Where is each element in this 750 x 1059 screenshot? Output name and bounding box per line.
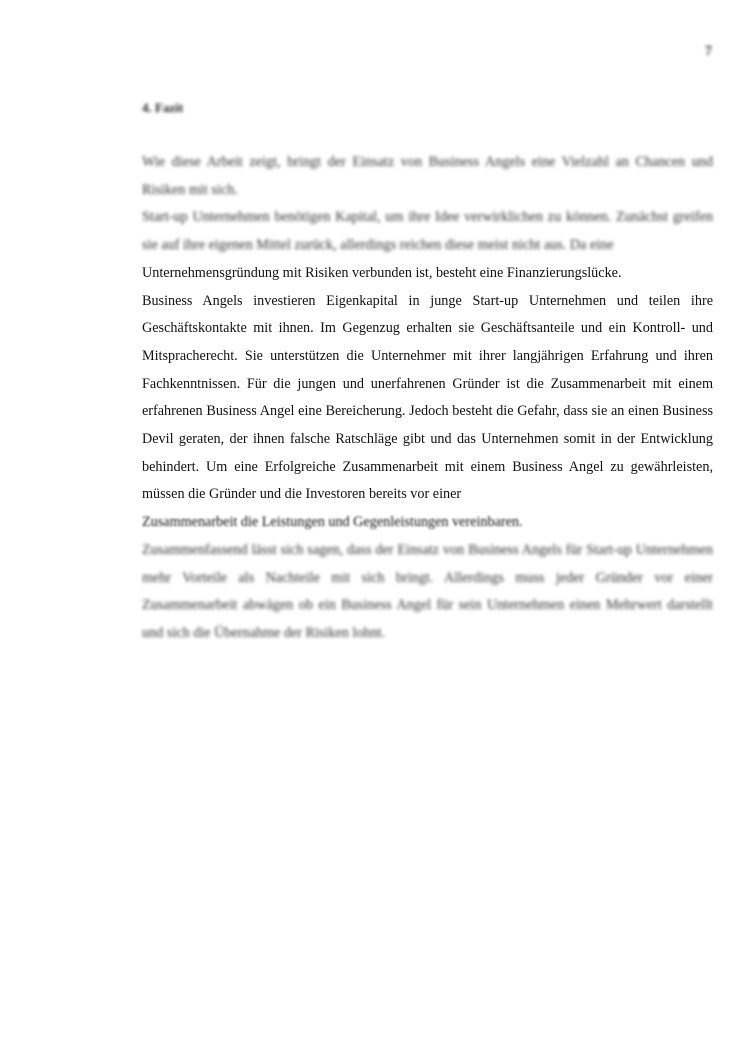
paragraph-intro: Wie diese Arbeit zeigt, bringt der Einsatz von Business Angels eine Vielzahl an Chancen und Risiken mit sich. (142, 154, 713, 198)
paragraph-conclusion: Zusammenfassend lässt sich sagen, dass der Einsatz von Business Angels für Start-up Unternehmen mehr Vorteile als Nachteile mit sich bringt. Allerdings muss jeder Gründer vor einer Zusammenarbeit abwägen ob ein Business Angel für sein Unternehmen einen Mehrwert darstellt und sich die Übernahme der Risiken lohnt. (142, 541, 713, 641)
paragraph-business-angels: Business Angels investieren Eigenkapital in junge Start-up Unternehmen und teilen ihre Geschäftskontakte mit ihnen. Im Gegenzug erhalten sie Geschäftsanteile und ein Kontroll- und Mitspracherecht. Sie unterstützen die Unternehmer mit ihrer langjährigen Erfahrung und ihren Fachkenntnissen. Für die jungen und unerfahrenen Gründer ist die Zusammenarbeit mit einem erfahrenen Business Angel eine Bereicherung. Jedoch besteht die Gefahr, dass sie an einen Business Devil geraten, der ihnen falsche Ratschläge gibt und das Unternehmen somit in der Entwicklung behindert. Um eine Erfolgreiche Zusammenarbeit mit einem Business Angel zu gewährleisten, müssen die Gründer und die Investoren bereits vor einer (142, 292, 713, 503)
paragraph-startup-visible: Unternehmensgründung mit Risiken verbunden ist, besteht eine Finanzierungslücke. (142, 264, 622, 281)
paragraph-business-angels-last-line: Zusammenarbeit die Leistungen und Gegenleistungen vereinbaren. (142, 514, 523, 531)
section-heading: 4. Fazit (142, 100, 184, 115)
page-number: 7 (705, 44, 712, 59)
document-body (142, 149, 713, 648)
paragraph-startup-blurred: Start-up Unternehmen benötigen Kapital, um ihre Idee verwirklichen zu können. Zunächst greifen sie auf ihre eigenen Mittel zurück, allerdings reichen diese meist nicht aus. Da eine (142, 209, 713, 254)
